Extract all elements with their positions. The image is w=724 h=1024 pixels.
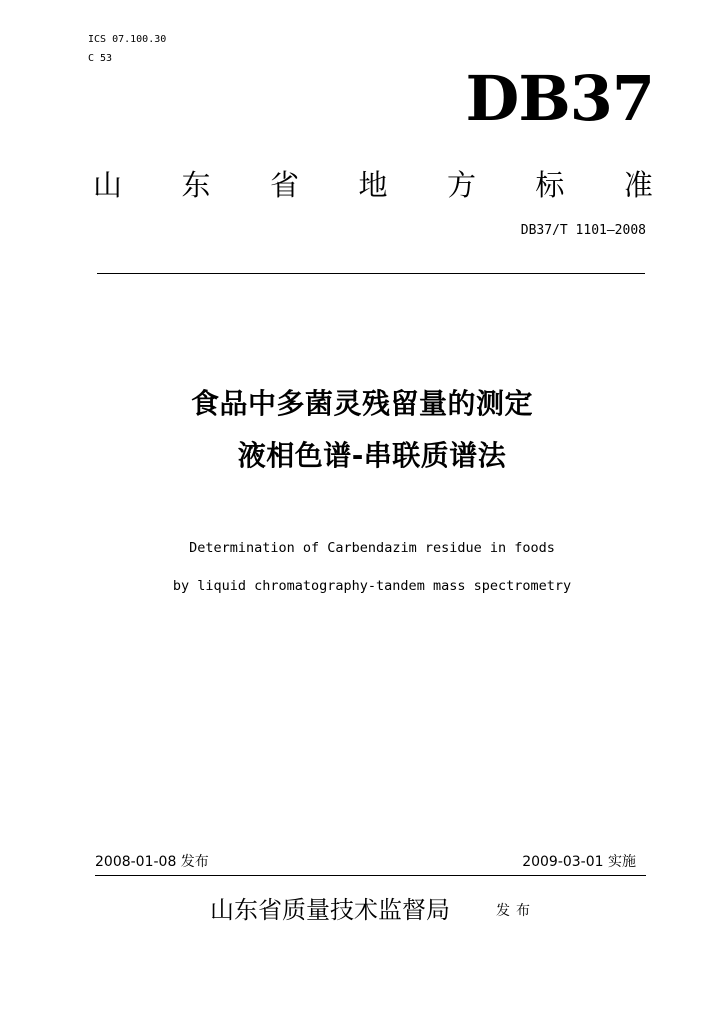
chinese-title-line-2: 液相色谱-串联质谱法 (237, 439, 507, 472)
standard-category-char: 东 (181, 168, 211, 202)
standard-logo: DB37 (465, 62, 654, 135)
standard-category-char: 标 (535, 168, 565, 202)
standard-category-title (93, 166, 653, 204)
standard-category-char: 山 (93, 168, 123, 202)
standard-category-char: 省 (269, 168, 299, 202)
chinese-title-line-1: 食品中多菌灵残留量的测定 (190, 387, 533, 420)
bottom-divider (95, 875, 646, 876)
standard-number: DB37/T 1101—2008 (520, 223, 646, 238)
standard-category-char: 准 (623, 168, 653, 202)
implementation-date: 2009-03-01 实施 (522, 854, 636, 870)
english-title-line-2: by liquid chromatography-tandem mass spectrometry (172, 578, 572, 594)
top-divider (97, 273, 645, 274)
ccs-code: C 53 (88, 53, 113, 64)
publish-label: 发布 (496, 903, 536, 919)
publisher-name: 山东省质量技术监督局 (210, 896, 450, 924)
standard-category-char: 方 (446, 168, 476, 202)
english-title-line-1: Determination of Carbendazim residue in foods (189, 540, 555, 556)
issue-date: 2008-01-08 发布 (95, 854, 209, 870)
standard-category-char: 地 (358, 168, 388, 202)
ics-code: ICS 07.100.30 (88, 34, 167, 45)
